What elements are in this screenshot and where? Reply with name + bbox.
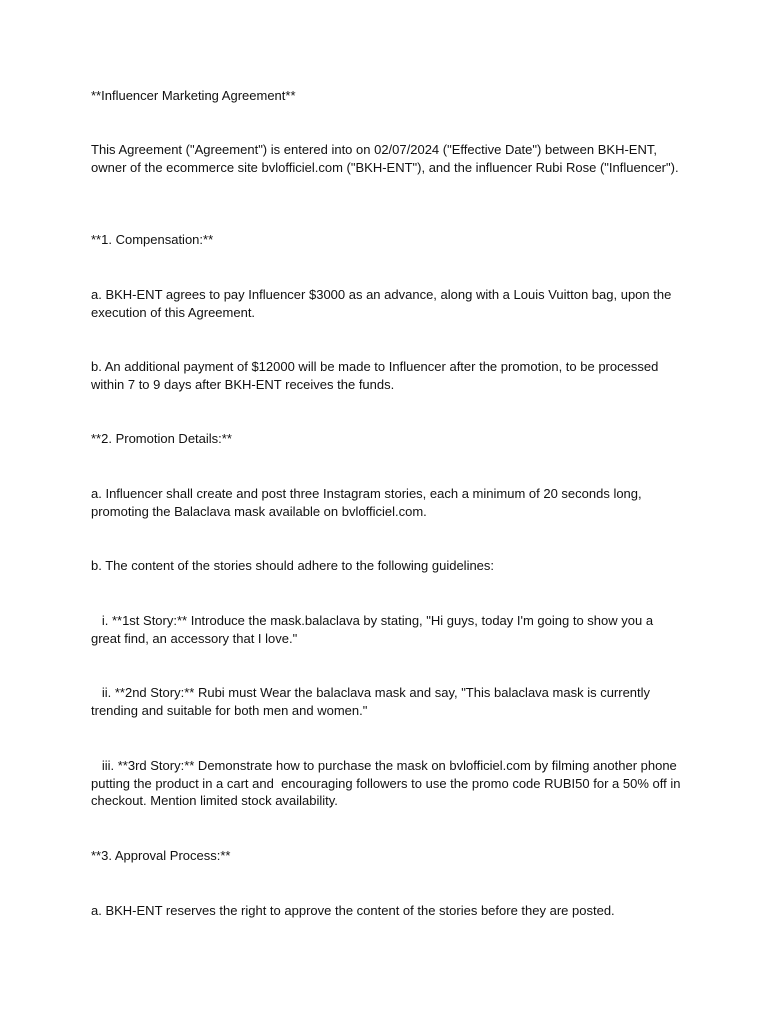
story-3-guideline: iii. **3rd Story:** Demonstrate how to purchase the mask on bvlofficiel.com by filming another phone putting the product in a cart and encouraging followers to use the promo code RUBI50 for a 50% off in checkout. Mention limited stock availability. xyxy=(91,758,685,808)
section-3-clause-a: a. BKH-ENT reserves the right to approve the content of the stories before they are posted. xyxy=(91,903,615,918)
story-1-guideline: i. **1st Story:** Introduce the mask.balaclava by stating, "Hi guys, today I'm going to show you a great find, an accessory that I love." xyxy=(91,613,657,646)
section-1-clause-a: a. BKH-ENT agrees to pay Influencer $3000 as an advance, along with a Louis Vuitton bag, upon the execution of this Agreement. xyxy=(91,287,675,320)
section-1-clause-b: b. An additional payment of $12000 will be made to Influencer after the promotion, to be processed within 7 to 9 days after BKH-ENT receives the funds. xyxy=(91,359,662,392)
section-2-heading: **2. Promotion Details:** xyxy=(91,431,232,446)
story-2-guideline: ii. **2nd Story:** Rubi must Wear the balaclava mask and say, "This balaclava mask is currently trending and suitable for both men and women." xyxy=(91,685,654,718)
section-2-clause-a: a. Influencer shall create and post three Instagram stories, each a minimum of 20 seconds long, promoting the Balaclava mask available on bvlofficiel.com. xyxy=(91,486,646,519)
intro-paragraph: This Agreement ("Agreement") is entered into on 02/07/2024 ("Effective Date") between BKH-ENT, owner of the ecommerce site bvlofficiel.com ("BKH-ENT"), and the influencer Rubi Rose ("Influencer"). xyxy=(91,142,679,175)
section-2-clause-b: b. The content of the stories should adhere to the following guidelines: xyxy=(91,558,495,573)
section-3-heading: **3. Approval Process:** xyxy=(91,848,231,863)
document-title: **Influencer Marketing Agreement** xyxy=(91,88,296,103)
section-1-heading: **1. Compensation:** xyxy=(91,232,214,247)
